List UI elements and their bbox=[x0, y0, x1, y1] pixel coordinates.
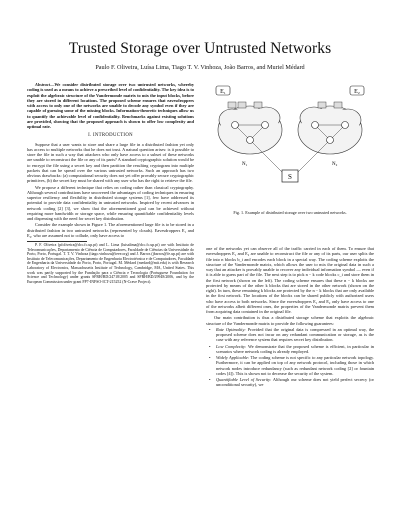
right-paragraph: Our main contribution is thus a distributed storage scheme that exploits the algebraic structure of the Vandermonde matrix to provide the following guarantees: bbox=[206, 315, 374, 326]
paper-title: Trusted Storage over Untrusted Networks bbox=[68, 40, 332, 57]
bullet-text: Although our scheme does not yield perfect secrecy (or unconditional security), we bbox=[216, 377, 374, 388]
bullet-text: Provided that the original data is compressed in an optimal way, the proposed scheme does not incur on any redundant communication or storage, as is the case with any reference system that requires secret key distribution. bbox=[216, 326, 375, 343]
left-paragraph: Consider the example shown in Figure 1. The aforementioned large file is to be stored in a distributed fashion in two untrusted networks (represented by clouds). Eavesdroppers E₁ and E₂, who are assumed not to collude, only have access to bbox=[27, 222, 194, 238]
footnote: P. F. Oliveira (pfoliveira@dcc.fc.up.pt) and L. Lima (luisalima@dcc.fc.up.pt) are with Instituto de Telecomunicações, Departamento de Ciência de Computadores, Faculdade de Ciências da Universidade do Porto, Porto, Portugal. T. T. V. Vinhoza (tiago.vinhoza@ieee.org) and J. Barros (jbarros@fe.up.pt) are with Instituto de Telecomunicações, Departamento de Engenharia Electrotécnica e de Computadores, Faculdade de Engenharia da Universidade do Porto, Porto, Portugal. M. Médard (medard@mit.edu) is with Research Laboratory of Electronics, Massachusetts Institute of Technology, Cambridge, MA, United States. This work was partly supported by the Fundação para a Ciência e Tecnologia (Portuguese Foundation for Science and Technology) under grants SFRH/BD/24718/2005 and SFRH/BD/29948/2006, and by the European Commission under grant FP7-INFSO-ICT-215252 (N-Crave Project). bbox=[27, 243, 194, 284]
e2-label: E₂ bbox=[354, 89, 360, 95]
bullet-text: The coding scheme is not specific to any particular network topology. Furthermore, it can be applied on top of any network protocol, including those in which network nodes introduce redundancy (such as redundant network coding [2] or fountain codes [4]). This is shown not to decrease the security of the system. bbox=[216, 355, 375, 376]
eavesdropper-e1 bbox=[216, 86, 230, 95]
storage-blocks-left bbox=[228, 102, 262, 108]
list-item bbox=[216, 327, 374, 343]
source-label: S bbox=[288, 173, 292, 181]
left-column bbox=[27, 82, 194, 285]
eavesdropper-e2 bbox=[350, 86, 364, 95]
bullet-term: Low Complexity: bbox=[216, 343, 247, 349]
bullet-term: Quantifiable Level of Security: bbox=[216, 377, 272, 382]
source-node bbox=[282, 170, 298, 182]
right-paragraph: one of the networks yet can observe all of the traffic carried in each of them. To ensure that eavesdroppers E₁ and E₂ are unable to reconstruct the file or any of its parts, our user splits the file into n blocks b_i and encodes each block in a special way. The coding scheme exploits the structure of the Vandermonde matrix, which allows the user to mix the original data in such a way that an attacker is provably unable to recover any individual information symbol — even if it is able to guess part of the file. The next step is to pick n − k code blocks c_i and store them in the first network (shown on the left). The coding scheme ensures that these n − k blocks are protected by means of the other k blocks that are stored in the other network (shown on the right). In turn, these remaining k blocks are protected by the n − k blocks that are only available in the first network. The locations of the blocks can be shared publicly with authorized users who have access to both networks. Since the eavesdroppers E₁ and E₂ only have access to one of the networks albeit different ones, the properties of the Vandermonde matrix prevent them from acquiring data contained in the original file. bbox=[206, 246, 374, 314]
e1-label: E₁ bbox=[220, 89, 226, 95]
figure-caption: Fig. 1. Example of distributed storage over two untrusted networks. bbox=[233, 210, 347, 215]
bullet-text: We demonstrate that the proposed scheme is efficient, in particular in scenarios where network coding is already employed. bbox=[216, 343, 374, 354]
footnote-rule bbox=[27, 241, 87, 242]
list-item bbox=[216, 344, 374, 355]
guarantees-list bbox=[206, 327, 374, 388]
left-paragraph: Suppose that a user wants to store and share a large file in a distributed fashion yet only has access to multiple networks that he does not trust. A natural question arises: is it possible to store the file in such a way that attackers who only have access to a subset of these networks are unable to reconstruct the file or any of its parts? A standard cryptographic solution would be to encrypt the file using a secret key and then partition the resulting cryptogram into multiple packets that can be spread over the various untrusted networks. Such an approach has two obvious drawbacks: (a) computational security does not yet offer provably secure cryptographic primitives, (b) the secret key must be shared with any user who has the right to retrieve the file. bbox=[27, 141, 194, 184]
network-label-n2: N₂ bbox=[332, 162, 338, 167]
network-label-n1: N₁ bbox=[242, 162, 248, 167]
network-diagram bbox=[210, 80, 370, 198]
figure-1 bbox=[210, 80, 370, 198]
right-column bbox=[206, 246, 374, 389]
abstract-label: Abstract bbox=[35, 82, 50, 87]
abstract-text: —We consider distributed storage over two untrusted networks, whereby coding is used as a means to achieve a prescribed level of confidentiality. The key idea is to exploit the algebraic structure of the Vandermonde matrix to mix the input blocks, before they are stored in different locations. The proposed scheme ensures that eavesdroppers with access to only one of the networks are unable to decode any symbol even if they are capable of guessing some of the missing blocks. Information-theoretic techniques allow us to quantify the achievable level of confidentiality. Benchmarks against existing solutions are provided, showing that the proposed approach is shown to offer low complexity and optimal rate. bbox=[27, 82, 194, 129]
left-paragraph: We propose a different technique that relies on coding rather than classical cryptography. Although several contributions have uncovered the advantages of coding techniques in ensuring superior resiliency and flexibility in distributed storage systems [1], few have addressed its potential to provide data confidentiality in untrusted networks. Inspired by recent advances in network coding [2] [3], we show that the aforementioned goal can be achieved without requiring more bandwidth or storage space, while ensuring quantifiable confidentiality levels and dispensing with the need for secret key distribution. bbox=[27, 184, 194, 221]
list-item bbox=[216, 377, 374, 388]
cloud-left bbox=[218, 106, 282, 154]
bullet-term: Rate Optimality: bbox=[216, 326, 246, 332]
paper-authors: Paulo F. Oliveira, Luísa Lima, Tiago T. V. Vinhoza, João Barros, and Muriel Médard bbox=[95, 64, 305, 71]
bullet-term: Widely Applicable: bbox=[216, 355, 250, 360]
section-heading-introduction: I. INTRODUCTION bbox=[88, 133, 133, 139]
list-item bbox=[216, 355, 374, 376]
cloud-right bbox=[298, 106, 362, 154]
abstract bbox=[27, 82, 194, 129]
